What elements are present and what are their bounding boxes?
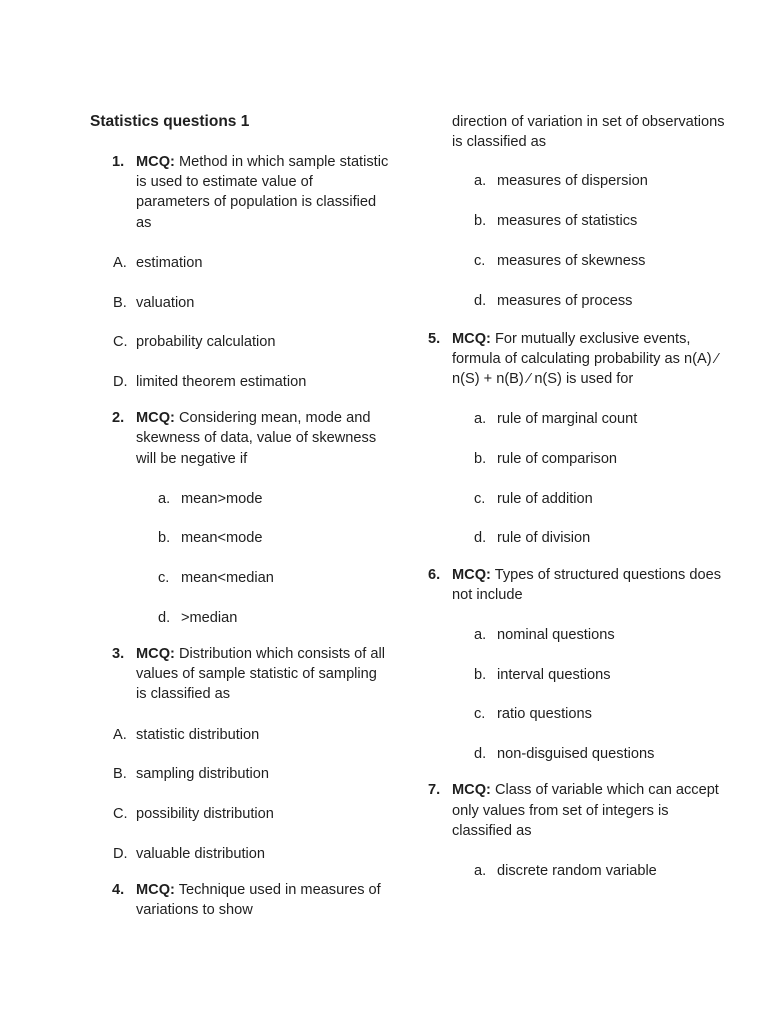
option-text: statistic distribution [136, 726, 260, 743]
question-text: Types of structured questions does not include [452, 566, 722, 603]
question-number: 3. [112, 646, 125, 663]
option-text: rule of marginal count [497, 411, 638, 428]
answer-option [428, 528, 728, 548]
left-question-list [90, 152, 390, 920]
answer-options [90, 253, 390, 392]
option-text: mean<mode [181, 530, 263, 547]
option-marker: a. [474, 173, 487, 190]
question-number: 1. [112, 154, 125, 170]
option-text: valuable distribution [136, 845, 265, 862]
option-text: non-disguised questions [497, 746, 655, 763]
option-marker: b. [158, 530, 171, 547]
question-6 [428, 565, 728, 765]
option-text: measures of skewness [497, 252, 646, 269]
answer-option [90, 293, 390, 313]
question-stem [428, 565, 728, 605]
question-text: For mutually exclusive events, formula of calculating probability as n(A) ⁄ n(S) + n(B) ⁄ n(S) is used for [452, 330, 719, 388]
option-text: measures of process [497, 292, 633, 309]
answer-option [428, 489, 728, 509]
answer-option [90, 332, 390, 352]
option-text: estimation [136, 254, 203, 271]
option-marker: c. [474, 252, 486, 269]
mcq-label: MCQ: [136, 881, 175, 898]
question-text: Considering mean, mode and skewness of data, value of skewness will be negative if [136, 410, 377, 467]
option-marker: C. [113, 806, 128, 823]
option-marker: b. [474, 666, 487, 683]
answer-option [428, 704, 728, 724]
question-stem [428, 329, 728, 390]
answer-option [428, 449, 728, 469]
answer-option [90, 528, 390, 548]
answer-options [428, 625, 728, 764]
answer-option [90, 372, 390, 392]
answer-option [428, 665, 728, 685]
answer-option [428, 291, 728, 311]
question-5 [428, 329, 728, 549]
answer-option [428, 211, 728, 231]
option-marker: D. [113, 845, 128, 862]
option-marker: b. [474, 213, 487, 230]
option-marker: a. [158, 490, 171, 507]
answer-option [90, 568, 390, 588]
question-stem [90, 408, 390, 469]
question-stem [428, 780, 728, 841]
mcq-label: MCQ: [136, 410, 175, 427]
left-column [90, 112, 390, 936]
mcq-label: MCQ: [136, 154, 175, 170]
option-text: nominal questions [497, 627, 615, 644]
question-7 [428, 780, 728, 881]
answer-options [90, 725, 390, 864]
question-number: 6. [428, 566, 441, 583]
option-marker: a. [474, 862, 487, 879]
option-marker: d. [474, 292, 487, 309]
option-marker: c. [474, 706, 486, 723]
question-3 [90, 644, 390, 864]
question-text: Technique used in measures of variations to show [136, 881, 381, 919]
answer-option [428, 861, 728, 881]
answer-options [428, 861, 728, 881]
option-text: valuation [136, 294, 195, 311]
answer-option [428, 251, 728, 271]
question-number: 4. [112, 881, 125, 898]
option-text: ratio questions [497, 706, 592, 723]
option-marker: d. [474, 530, 487, 547]
answer-option [90, 804, 390, 824]
option-marker: a. [474, 627, 487, 644]
question-1 [90, 152, 390, 392]
option-text: discrete random variable [497, 862, 657, 879]
option-marker: A. [113, 254, 127, 271]
option-marker: D. [113, 373, 128, 390]
option-text: rule of addition [497, 490, 593, 507]
question-4 [90, 880, 390, 920]
question-number: 7. [428, 782, 441, 799]
answer-options [428, 409, 728, 548]
question-text: Distribution which consists of all values of sample statistic of sampling is classified as [136, 646, 385, 703]
answer-option [428, 171, 728, 191]
question-number: 5. [428, 330, 441, 347]
option-marker: d. [474, 746, 487, 763]
option-marker: d. [158, 609, 171, 626]
answer-option [428, 625, 728, 645]
mcq-label: MCQ: [452, 330, 491, 347]
option-text: measures of statistics [497, 213, 638, 230]
right-question-list [428, 329, 728, 881]
mcq-label: MCQ: [452, 566, 491, 583]
question-2 [90, 408, 390, 628]
option-marker: a. [474, 411, 487, 428]
question-4-continued-text: direction of variation in set of observations is classified as [452, 114, 725, 151]
option-marker: c. [474, 490, 486, 507]
option-marker: C. [113, 334, 128, 351]
answer-option [428, 409, 728, 429]
option-text: limited theorem estimation [136, 373, 307, 390]
option-marker: A. [113, 726, 127, 743]
right-column [428, 112, 728, 897]
answer-option [90, 844, 390, 864]
option-marker: B. [113, 294, 127, 311]
document-title: Statistics questions 1 [90, 113, 250, 130]
answer-option [428, 744, 728, 764]
question-stem [90, 644, 390, 705]
option-text: >median [181, 609, 238, 626]
question-4-continuation [428, 112, 728, 152]
option-marker: b. [474, 451, 487, 468]
option-marker: B. [113, 766, 127, 783]
answer-option [90, 725, 390, 745]
option-text: mean>mode [181, 490, 263, 507]
option-marker: c. [158, 570, 170, 587]
option-text: possibility distribution [136, 806, 274, 823]
answer-option [90, 764, 390, 784]
mcq-label: MCQ: [136, 646, 175, 663]
question-stem [90, 880, 390, 920]
option-text: rule of comparison [497, 451, 618, 468]
answer-option [90, 253, 390, 273]
option-text: probability calculation [136, 334, 276, 351]
answer-options [90, 489, 390, 628]
mcq-label: MCQ: [452, 782, 491, 799]
option-text: rule of division [497, 530, 591, 547]
option-text: interval questions [497, 666, 611, 683]
question-text: Class of variable which can accept only values from set of integers is classified as [452, 782, 719, 839]
option-text: mean<median [181, 570, 274, 587]
question-number: 2. [112, 410, 125, 427]
question-4-options [428, 171, 728, 310]
option-text: sampling distribution [136, 766, 270, 783]
question-text: Method in which sample statistic is used to estimate value of parameters of population is classified as [136, 154, 389, 231]
question-stem [90, 152, 390, 233]
answer-option [90, 489, 390, 509]
option-text: measures of dispersion [497, 173, 648, 190]
answer-option [90, 608, 390, 628]
